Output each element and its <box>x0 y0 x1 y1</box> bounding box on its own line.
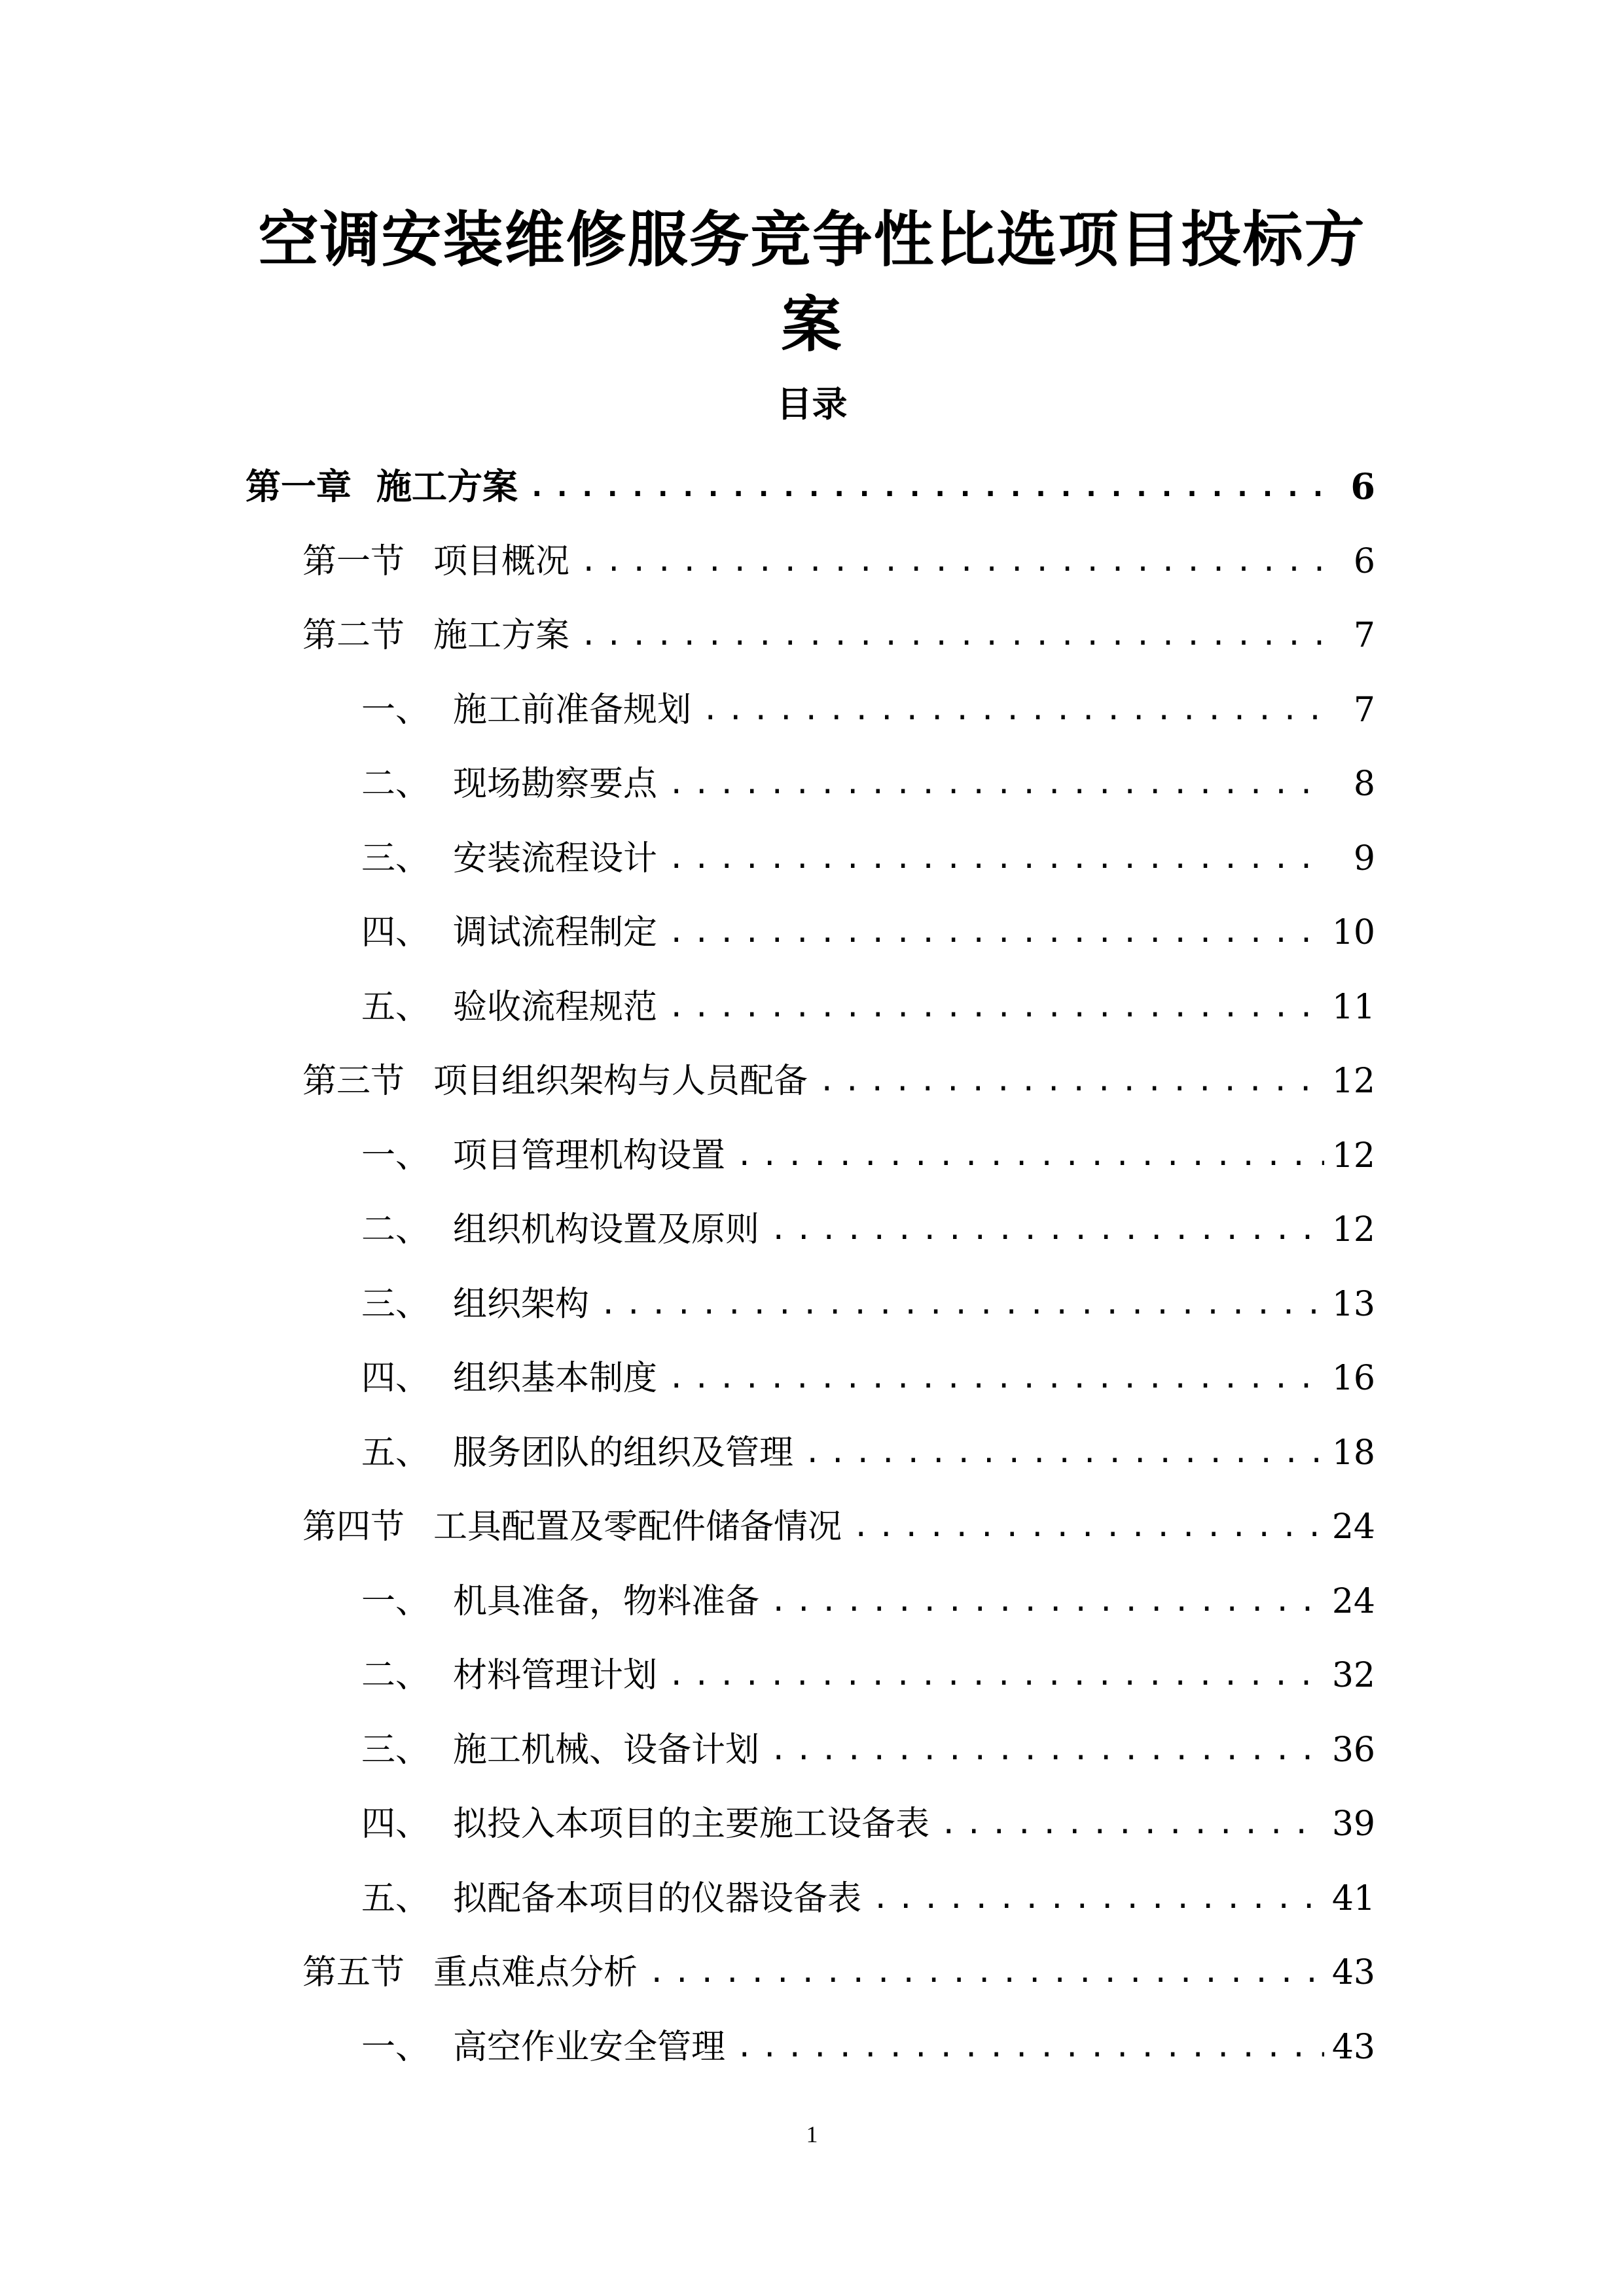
toc-entry-label: 现场勘察要点 <box>453 764 658 804</box>
toc-entry[interactable] <box>361 972 1375 1027</box>
toc-entry-number: 第五节 <box>302 1953 405 1992</box>
toc-entry-number: 五、 <box>361 988 430 1027</box>
page-number: 1 <box>806 2121 818 2147</box>
document-title-line-1: 空调安装维修服务竞争性比选项目投标方 <box>258 204 1366 275</box>
toc-dot-leader <box>668 1659 1324 1693</box>
toc-entry-page: 32 <box>1331 1656 1375 1695</box>
toc-entry[interactable] <box>361 1343 1375 1398</box>
toc-entry-page: 43 <box>1331 2028 1375 2067</box>
toc-entry-page: 16 <box>1331 1359 1375 1398</box>
toc-entry-page: 6 <box>1350 465 1375 507</box>
toc-entry-label: 重点难点分析 <box>433 1953 638 1992</box>
toc-entry-page: 8 <box>1353 764 1375 804</box>
toc-entry-label: 机具准备，物料准备 <box>453 1582 760 1621</box>
toc-entry-label: 组织基本制度 <box>453 1359 658 1398</box>
toc-entry-page: 12 <box>1331 1062 1375 1101</box>
toc-entry-page: 36 <box>1331 1731 1375 1770</box>
toc-entry[interactable] <box>302 1937 1375 1990</box>
toc-entry[interactable] <box>361 2012 1375 2067</box>
toc-dot-leader <box>770 1733 1324 1767</box>
toc-entry[interactable] <box>361 1715 1375 1770</box>
toc-entry-number: 三、 <box>361 1731 430 1770</box>
toc-entry-number: 第三节 <box>302 1062 405 1101</box>
toc-entry[interactable] <box>361 1863 1375 1916</box>
toc-entry-label: 施工前准备规划 <box>453 691 692 730</box>
toc-dot-leader <box>702 693 1328 727</box>
toc-dot-leader <box>872 1882 1324 1916</box>
toc-entry-label: 项目管理机构设置 <box>453 1136 726 1175</box>
toc-entry-number: 三、 <box>361 839 430 878</box>
toc-entry-number: 二、 <box>361 1656 430 1695</box>
toc-entry-page: 24 <box>1331 1582 1375 1621</box>
toc-entry[interactable] <box>361 749 1375 804</box>
toc-entry-label: 工具配置及零配件储备情况 <box>433 1507 842 1547</box>
toc-entry[interactable] <box>361 897 1375 950</box>
toc-entry-number: 五、 <box>361 1879 430 1918</box>
toc-dot-leader <box>736 1139 1324 1173</box>
toc-dot-leader <box>580 619 1328 653</box>
toc-entry[interactable] <box>361 1566 1375 1619</box>
toc-entry-label: 施工方案 <box>433 616 570 655</box>
toc-dot-leader <box>668 916 1324 950</box>
toc-dot-leader <box>668 842 1328 876</box>
toc-entry-number: 第四节 <box>302 1507 405 1547</box>
toc-entry-number: 一、 <box>361 2028 430 2067</box>
toc-entry-number: 四、 <box>361 1804 430 1844</box>
toc-entry-number: 二、 <box>361 764 430 804</box>
toc-entry[interactable] <box>361 1121 1375 1173</box>
toc-entry[interactable] <box>302 526 1375 579</box>
toc-entry-page: 43 <box>1331 1953 1375 1992</box>
toc-entry-page: 11 <box>1331 988 1375 1027</box>
toc-entry-page: 6 <box>1353 542 1375 581</box>
toc-entry-number: 四、 <box>361 1359 430 1398</box>
toc-dot-leader <box>600 1287 1324 1321</box>
toc-entry-label: 材料管理计划 <box>453 1656 658 1695</box>
toc-dot-leader <box>770 1585 1324 1619</box>
toc-dot-leader <box>668 1361 1324 1395</box>
toc-entry-number: 二、 <box>361 1210 430 1249</box>
toc-entry[interactable] <box>361 823 1375 876</box>
toc-entry-page: 7 <box>1353 691 1375 730</box>
toc-entry-number: 一、 <box>361 1136 430 1175</box>
toc-entry-label: 拟配备本项目的仪器设备表 <box>453 1879 862 1918</box>
toc-entry-label: 施工方案 <box>376 465 518 507</box>
toc-entry-page: 12 <box>1331 1210 1375 1249</box>
toc-entry-label: 组织机构设置及原则 <box>453 1210 760 1249</box>
toc-entry-label: 高空作业安全管理 <box>453 2028 726 2067</box>
toc-entry-label: 组织架构 <box>453 1285 590 1324</box>
toc-dot-leader <box>580 545 1328 579</box>
toc-entry-page: 7 <box>1353 616 1375 655</box>
toc-entry-number: 五、 <box>361 1433 430 1473</box>
toc-entry[interactable] <box>361 1194 1375 1247</box>
toc-entry[interactable] <box>245 452 1375 507</box>
toc-dot-leader <box>528 470 1328 504</box>
toc-entry[interactable] <box>302 600 1375 653</box>
toc-dot-leader <box>668 990 1324 1024</box>
toc-entry-page: 13 <box>1331 1285 1375 1324</box>
toc-entry-number: 一、 <box>361 1582 430 1621</box>
toc-heading: 目录 <box>776 383 848 425</box>
toc-entry[interactable] <box>361 675 1375 730</box>
toc-entry-page: 9 <box>1353 839 1375 878</box>
toc-entry-number: 三、 <box>361 1285 430 1324</box>
toc-entry-page: 12 <box>1331 1136 1375 1175</box>
toc-dot-leader <box>804 1436 1324 1470</box>
toc-dot-leader <box>818 1064 1324 1098</box>
toc-entry-label: 施工机械、设备计划 <box>453 1731 760 1770</box>
toc-entry-label: 服务团队的组织及管理 <box>453 1433 794 1473</box>
toc-dot-leader <box>648 1956 1324 1990</box>
toc-entry-number: 第一节 <box>302 542 405 581</box>
toc-entry[interactable] <box>361 1640 1375 1693</box>
toc-dot-leader <box>852 1510 1324 1544</box>
toc-entry-page: 24 <box>1331 1507 1375 1547</box>
toc-entry-number: 一、 <box>361 691 430 730</box>
toc-entry-page: 10 <box>1331 913 1375 952</box>
toc-entry-label: 拟投入本项目的主要施工设备表 <box>453 1804 930 1844</box>
toc-entry-label: 项目组织架构与人员配备 <box>433 1062 808 1101</box>
document-title-line-2: 案 <box>781 289 843 360</box>
toc-entry-page: 18 <box>1331 1433 1375 1473</box>
toc-entry[interactable] <box>361 1418 1375 1473</box>
toc-entry-number: 第二节 <box>302 616 405 655</box>
toc-entry[interactable] <box>302 1492 1375 1547</box>
toc-dot-leader <box>940 1807 1324 1841</box>
toc-entry-label: 安装流程设计 <box>453 839 658 878</box>
toc-entry[interactable] <box>361 1269 1375 1324</box>
toc-entry-number: 第一章 <box>245 465 352 507</box>
toc-entry-label: 项目概况 <box>433 542 570 581</box>
toc-entry-number: 四、 <box>361 913 430 952</box>
toc-entry-label: 调试流程制定 <box>453 913 658 952</box>
toc-entry-label: 验收流程规范 <box>453 988 658 1027</box>
toc-entry-page: 41 <box>1331 1879 1375 1918</box>
toc-dot-leader <box>668 767 1328 801</box>
toc-dot-leader <box>736 2030 1324 2064</box>
toc-entry-page: 39 <box>1331 1804 1375 1844</box>
toc-dot-leader <box>770 1213 1324 1247</box>
toc-entry[interactable] <box>361 1789 1375 1844</box>
toc-entry[interactable] <box>302 1046 1375 1101</box>
